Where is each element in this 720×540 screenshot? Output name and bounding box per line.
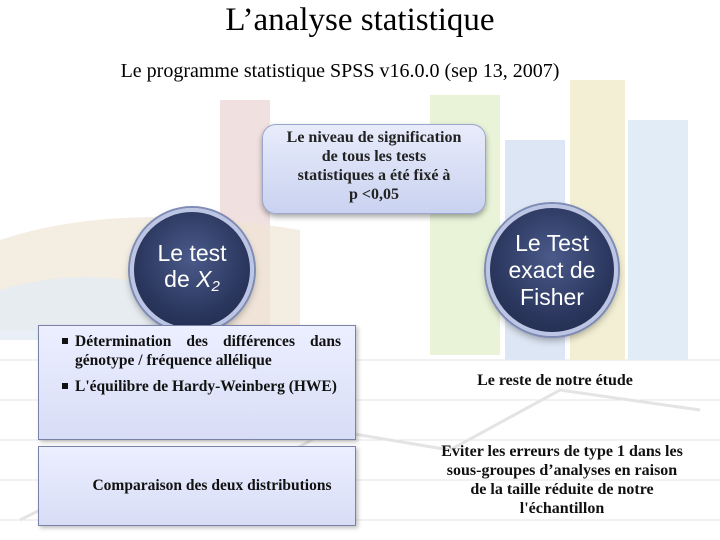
significance-box <box>262 124 486 214</box>
avoid-line: Eviter les erreurs de type 1 dans les <box>441 443 683 460</box>
circle-line: Le test <box>157 240 227 266</box>
significance-line: p <0,05 <box>348 186 399 203</box>
chi-subscript: 2 <box>211 278 220 295</box>
chi-variable: X <box>196 266 212 292</box>
page-title: L’analyse statistique <box>225 2 495 38</box>
fisher-avoid-errors-text <box>412 442 712 518</box>
comparison-text: Comparaison des deux distributions <box>92 477 332 494</box>
comparison-panel <box>38 446 356 526</box>
chi-square-uses-panel <box>38 325 356 440</box>
fisher-test-circle <box>486 204 618 336</box>
circle-line: Fisher <box>520 283 584 310</box>
circle-line: exact de <box>508 256 596 283</box>
page-subtitle: Le programme statistique SPSS v16.0.0 (sep 13, 2007) <box>120 60 560 82</box>
circle-line <box>164 266 220 300</box>
significance-line: statistiques a été fixé à <box>297 167 451 184</box>
circle-text: de <box>164 266 197 292</box>
avoid-line: de la taille réduite de notre <box>470 481 654 498</box>
fisher-rest-text: Le reste de notre étude <box>477 372 633 389</box>
bullet-item: L'équilibre de Hardy-Weinberg (HWE) <box>75 377 341 396</box>
avoid-line: sous-groupes d’analyses en raison <box>446 462 678 479</box>
chi-square-test-circle <box>130 208 254 332</box>
significance-line: Le niveau de signification <box>286 129 462 146</box>
bullet-item: Détermination des différences dans génotype / fréquence allélique <box>75 333 341 369</box>
circle-line: Le Test <box>515 229 589 256</box>
avoid-line: l'échantillon <box>519 500 605 517</box>
significance-line: de tous les tests <box>321 148 427 165</box>
